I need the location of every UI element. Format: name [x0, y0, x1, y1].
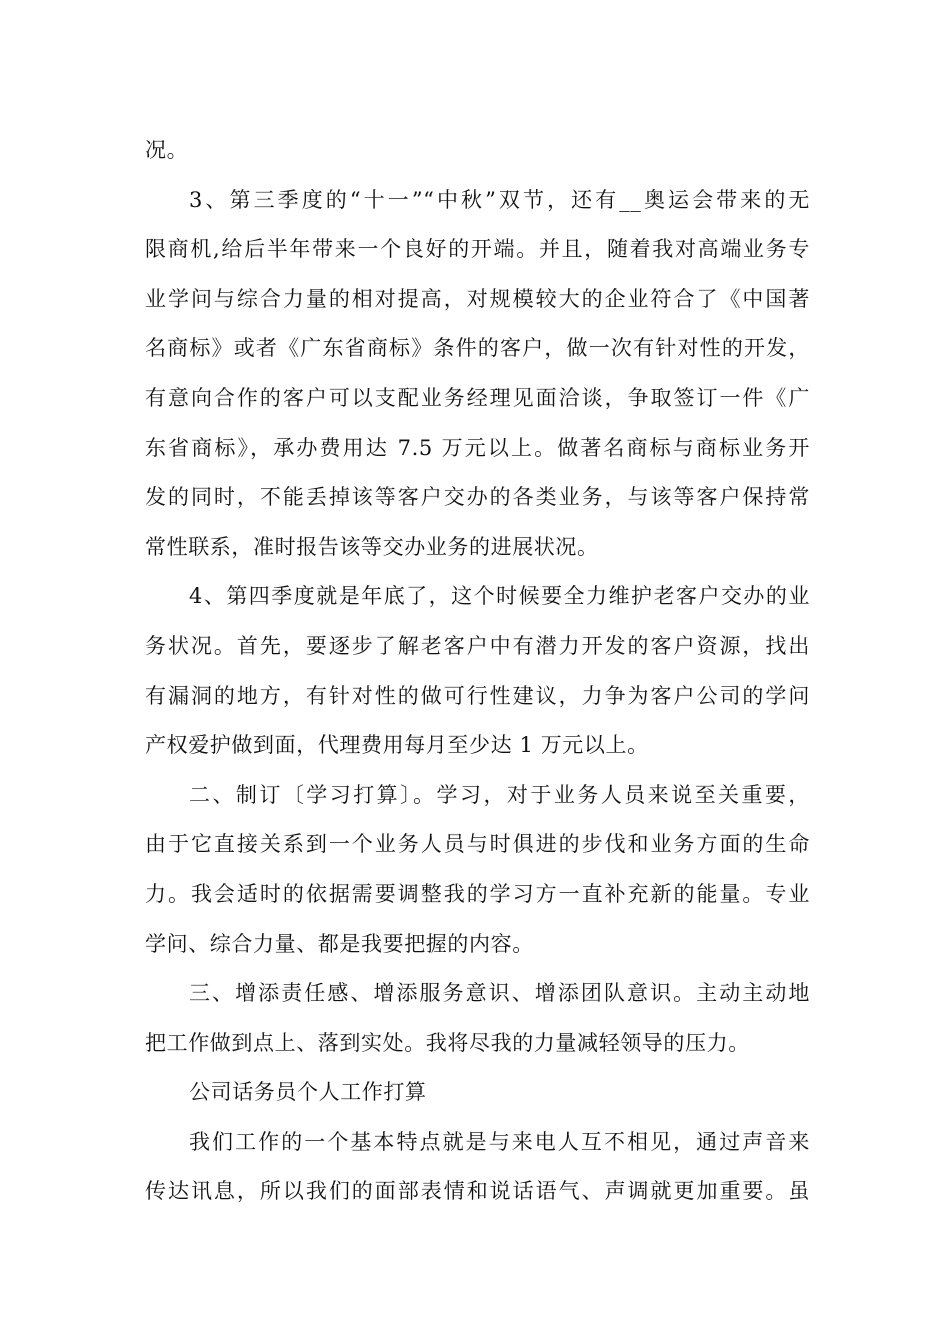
text-line: 二、制订〔学习打算〕。学习，对于业务人员来说至关重要， — [189, 782, 810, 807]
text-line: 限商机,给后半年带来一个良好的开端。并且，随着我对高端业务专 — [145, 237, 810, 262]
text-line: 学问、综合力量、都是我要把握的内容。 — [145, 931, 534, 956]
text-line: 三、增添责任感、增添服务意识、增添团队意识。主动主动地 — [189, 981, 810, 1006]
text-line: 力。我会适时的依据需要调整我的学习方一直补充新的能量。专业 — [145, 881, 810, 906]
text-line: 我们工作的一个基本特点就是与来电人互不相见，通过声音来 — [189, 1129, 810, 1154]
text-line: 有漏洞的地方，有针对性的做可行性建议，力争为客户公司的学问 — [145, 683, 810, 708]
text-line: 由于它直接关系到一个业务人员与时俱进的步伐和业务方面的生命 — [145, 832, 810, 857]
text-line: 常性联系，准时报告该等交办业务的进展状况。 — [145, 534, 599, 559]
text-line: 产权爱护做到面，代理费用每月至少达 1 万元以上。 — [145, 733, 649, 758]
text-line: 业学问与综合力量的相对提高，对规模较大的企业符合了《中国著 — [145, 286, 810, 311]
text-line: 3、第三季度的“十一”“中秋”双节，还有__奥运会带来的无 — [189, 187, 810, 212]
text-line: 4、第四季度就是年底了，这个时候要全力维护老客户交办的业 — [189, 584, 810, 609]
text-line: 名商标》或者《广东省商标》条件的客户，做一次有针对性的开发， — [145, 336, 810, 361]
section-heading: 公司话务员个人工作打算 — [189, 1080, 427, 1105]
text-line: 有意向合作的客户可以支配业务经理见面洽谈，争取签订一件《广 — [145, 385, 810, 410]
text-line: 把工作做到点上、落到实处。我将尽我的力量减轻领导的压力。 — [145, 1030, 750, 1055]
text-line: 务状况。首先，要逐步了解老客户中有潜力开发的客户资源，找出 — [145, 633, 810, 658]
text-line: 东省商标》，承办费用达 7.5 万元以上。做著名商标与商标业务开 — [145, 435, 810, 460]
text-line: 发的同时，不能丢掉该等客户交办的各类业务，与该等客户保持常 — [145, 485, 810, 510]
document-body — [145, 126, 810, 1217]
text-line: 传达讯息，所以我们的面部表情和说话语气、声调就更加重要。虽 — [145, 1179, 810, 1204]
text-line: 况。 — [145, 138, 189, 162]
